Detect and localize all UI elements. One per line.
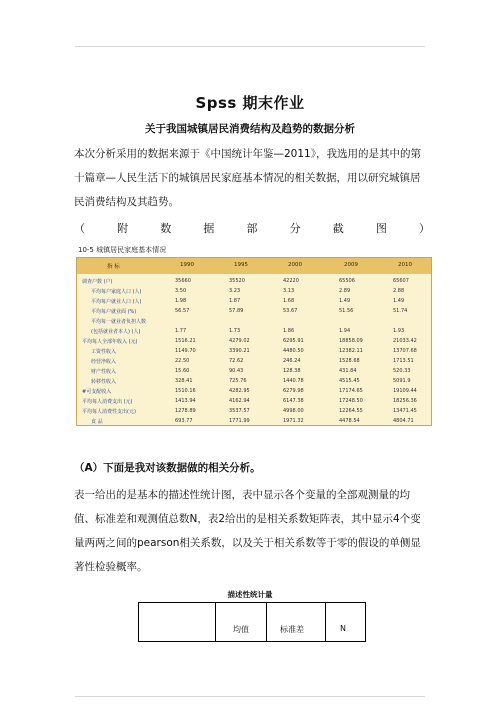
table-row bbox=[77, 327, 431, 336]
row-value: 2.89 bbox=[339, 288, 351, 294]
caption-char: 数 bbox=[160, 222, 172, 235]
top-divider bbox=[75, 46, 425, 47]
row-value: 1.86 bbox=[283, 328, 295, 334]
caption-char: 据 bbox=[203, 222, 215, 235]
row-value: 1771.99 bbox=[229, 418, 250, 424]
row-value: 65607 bbox=[393, 278, 409, 284]
table-row bbox=[77, 317, 431, 326]
row-value: 128.38 bbox=[283, 368, 301, 374]
row-label: 平均每一就业者负担人数 bbox=[91, 319, 147, 325]
row-value: 6147.38 bbox=[283, 398, 304, 404]
caption-char: 部 bbox=[246, 222, 258, 235]
row-label: 经营净收入 bbox=[91, 359, 117, 365]
row-value: 520.33 bbox=[393, 368, 411, 374]
table-divider bbox=[215, 603, 216, 641]
header-cell: 2009 bbox=[344, 262, 358, 268]
row-value: 4480.50 bbox=[283, 348, 304, 354]
table-row bbox=[77, 377, 431, 386]
row-value: 19109.44 bbox=[393, 388, 417, 394]
row-label: (包括就业者本人) (人) bbox=[91, 329, 141, 335]
row-value: 6279.98 bbox=[283, 388, 304, 394]
table-row bbox=[77, 417, 431, 426]
row-value: 1971.32 bbox=[283, 418, 304, 424]
bottom-divider bbox=[75, 696, 425, 697]
section-a-paragraph: 表一给出的是基本的描述性统计图，表中显示各个变量的全部观测量的均值、标准差和观测值总数N，表2给出的是相关系数矩阵表，其中显示4个变量两两之间的pearson相关系数，以及关于相关系数等于零的假设的单侧显著性检验概率。 bbox=[74, 489, 421, 573]
row-value: 1713.51 bbox=[393, 358, 414, 364]
row-value: 1440.78 bbox=[283, 378, 304, 384]
row-label: 工资性收入 bbox=[91, 349, 117, 355]
row-value: 1.49 bbox=[393, 298, 405, 304]
row-value: 17174.65 bbox=[339, 388, 363, 394]
row-value: 90.43 bbox=[229, 368, 244, 374]
row-value: 1.73 bbox=[229, 328, 241, 334]
row-label: 平均每户家庭人口 (人) bbox=[91, 289, 142, 295]
row-value: 1510.16 bbox=[175, 388, 196, 394]
row-label: 平均每人全部年收入 (元) bbox=[82, 339, 138, 345]
row-value: 65506 bbox=[339, 278, 355, 284]
caption-char: 附 bbox=[117, 222, 129, 235]
row-value: 1.77 bbox=[175, 328, 187, 334]
descriptive-stats-table bbox=[138, 602, 366, 642]
header-cell: 2010 bbox=[398, 262, 412, 268]
row-value: 3.23 bbox=[229, 288, 241, 294]
document-subtitle: 关于我国城镇居民消费结构及趋势的数据分析 bbox=[145, 123, 355, 135]
table-row bbox=[77, 387, 431, 396]
row-value: 2.88 bbox=[393, 288, 405, 294]
row-value: 72.62 bbox=[229, 358, 244, 364]
row-value: 35520 bbox=[229, 278, 245, 284]
row-label: #可支配收入 bbox=[82, 389, 112, 395]
row-value: 1.68 bbox=[283, 298, 295, 304]
table-row bbox=[77, 307, 431, 316]
table-divider bbox=[325, 603, 326, 641]
table-row bbox=[77, 337, 431, 346]
row-value: 42220 bbox=[283, 278, 299, 284]
table-row bbox=[77, 367, 431, 376]
table-row bbox=[77, 287, 431, 296]
row-value: 1.87 bbox=[229, 298, 241, 304]
caption-char: 图 bbox=[375, 222, 387, 235]
document-title: Spss 期末作业 bbox=[195, 94, 305, 112]
row-label: 平均每户就业人口 (人) bbox=[91, 299, 142, 305]
row-value: 57.89 bbox=[229, 308, 244, 314]
stats-table-caption: 描述性统计量 bbox=[227, 590, 273, 599]
yearbook-table-header bbox=[77, 258, 431, 274]
row-value: 3.13 bbox=[283, 288, 295, 294]
row-value: 53.67 bbox=[283, 308, 298, 314]
header-cell: 2000 bbox=[288, 262, 302, 268]
column-header-n: N bbox=[340, 624, 346, 633]
row-label: 财产性收入 bbox=[91, 369, 117, 375]
row-value: 1.94 bbox=[339, 328, 351, 334]
row-value: 1278.89 bbox=[175, 408, 196, 414]
row-value: 1516.21 bbox=[175, 338, 196, 344]
column-header-mean: 均值 bbox=[233, 625, 249, 634]
row-value: 13471.45 bbox=[393, 408, 417, 414]
header-cell: 1990 bbox=[180, 262, 194, 268]
row-value: 4515.45 bbox=[339, 378, 360, 384]
row-value: 15.60 bbox=[175, 368, 190, 374]
row-value: 1413.94 bbox=[175, 398, 196, 404]
figure-caption bbox=[74, 220, 430, 236]
row-value: 5091.9 bbox=[393, 378, 411, 384]
column-header-std: 标准差 bbox=[280, 625, 304, 634]
row-label: 转移性收入 bbox=[91, 379, 117, 385]
yearbook-table bbox=[76, 257, 432, 426]
row-value: 725.76 bbox=[229, 378, 247, 384]
row-value: 56.57 bbox=[175, 308, 190, 314]
section-a-heading: （A）下面是我对该数据做的相关分析。 bbox=[74, 462, 261, 474]
row-label: 平均每人消费性支出(元) bbox=[82, 409, 136, 415]
row-value: 3390.21 bbox=[229, 348, 250, 354]
row-value: 35660 bbox=[175, 278, 191, 284]
row-value: 4282.95 bbox=[229, 388, 250, 394]
caption-char: ） bbox=[419, 222, 430, 235]
figure-title: 10-5 城镇居民家庭基本情况 bbox=[78, 246, 167, 254]
row-value: 246.24 bbox=[283, 358, 301, 364]
row-value: 4998.00 bbox=[283, 408, 304, 414]
row-value: 51.74 bbox=[393, 308, 408, 314]
row-value: 4478.54 bbox=[339, 418, 360, 424]
intro-paragraph: 本次分析采用的数据来源于《中国统计年鉴—2011》，我选用的是其中的第十篇章—人民生活下的城镇居民家庭基本情况的相关数据，用以研究城镇居民消费结构及其趋势。 bbox=[74, 148, 421, 208]
row-label: 食 品 bbox=[91, 419, 103, 425]
row-value: 18858.09 bbox=[339, 338, 363, 344]
row-value: 4804.71 bbox=[393, 418, 414, 424]
row-value: 18256.36 bbox=[393, 398, 417, 404]
row-value: 22.50 bbox=[175, 358, 190, 364]
table-row bbox=[77, 277, 431, 286]
table-row bbox=[77, 357, 431, 366]
row-value: 431.84 bbox=[339, 368, 357, 374]
table-row bbox=[77, 297, 431, 306]
table-row bbox=[77, 397, 431, 406]
header-cell: 指 标 bbox=[107, 264, 120, 270]
row-value: 4279.02 bbox=[229, 338, 250, 344]
row-label: 调查户数 (户) bbox=[82, 279, 113, 285]
row-value: 1528.68 bbox=[339, 358, 360, 364]
header-cell: 1995 bbox=[234, 262, 248, 268]
row-value: 3537.57 bbox=[229, 408, 250, 414]
table-divider bbox=[266, 603, 267, 641]
caption-char: 分 bbox=[289, 222, 301, 235]
row-value: 17248.50 bbox=[339, 398, 363, 404]
caption-char: 截 bbox=[332, 222, 344, 235]
row-value: 1.49 bbox=[339, 298, 351, 304]
row-value: 4162.94 bbox=[229, 398, 250, 404]
row-value: 328.41 bbox=[175, 378, 193, 384]
caption-char: （ bbox=[74, 222, 85, 235]
data-screenshot-figure bbox=[76, 241, 430, 426]
table-row bbox=[77, 347, 431, 356]
row-value: 13707.68 bbox=[393, 348, 417, 354]
table-row bbox=[77, 407, 431, 416]
row-value: 3.50 bbox=[175, 288, 187, 294]
row-label: 平均每人消费支出 (元) bbox=[82, 399, 133, 405]
row-value: 1.93 bbox=[393, 328, 405, 334]
row-value: 51.56 bbox=[339, 308, 354, 314]
row-value: 6295.91 bbox=[283, 338, 304, 344]
row-value: 12264.55 bbox=[339, 408, 363, 414]
row-value: 21033.42 bbox=[393, 338, 417, 344]
row-value: 1.98 bbox=[175, 298, 187, 304]
row-label: 平均每户就业面 (%) bbox=[91, 309, 137, 315]
yearbook-table-body bbox=[77, 274, 431, 425]
row-value: 1149.70 bbox=[175, 348, 196, 354]
row-value: 12382.11 bbox=[339, 348, 363, 354]
row-value: 693.77 bbox=[175, 418, 193, 424]
